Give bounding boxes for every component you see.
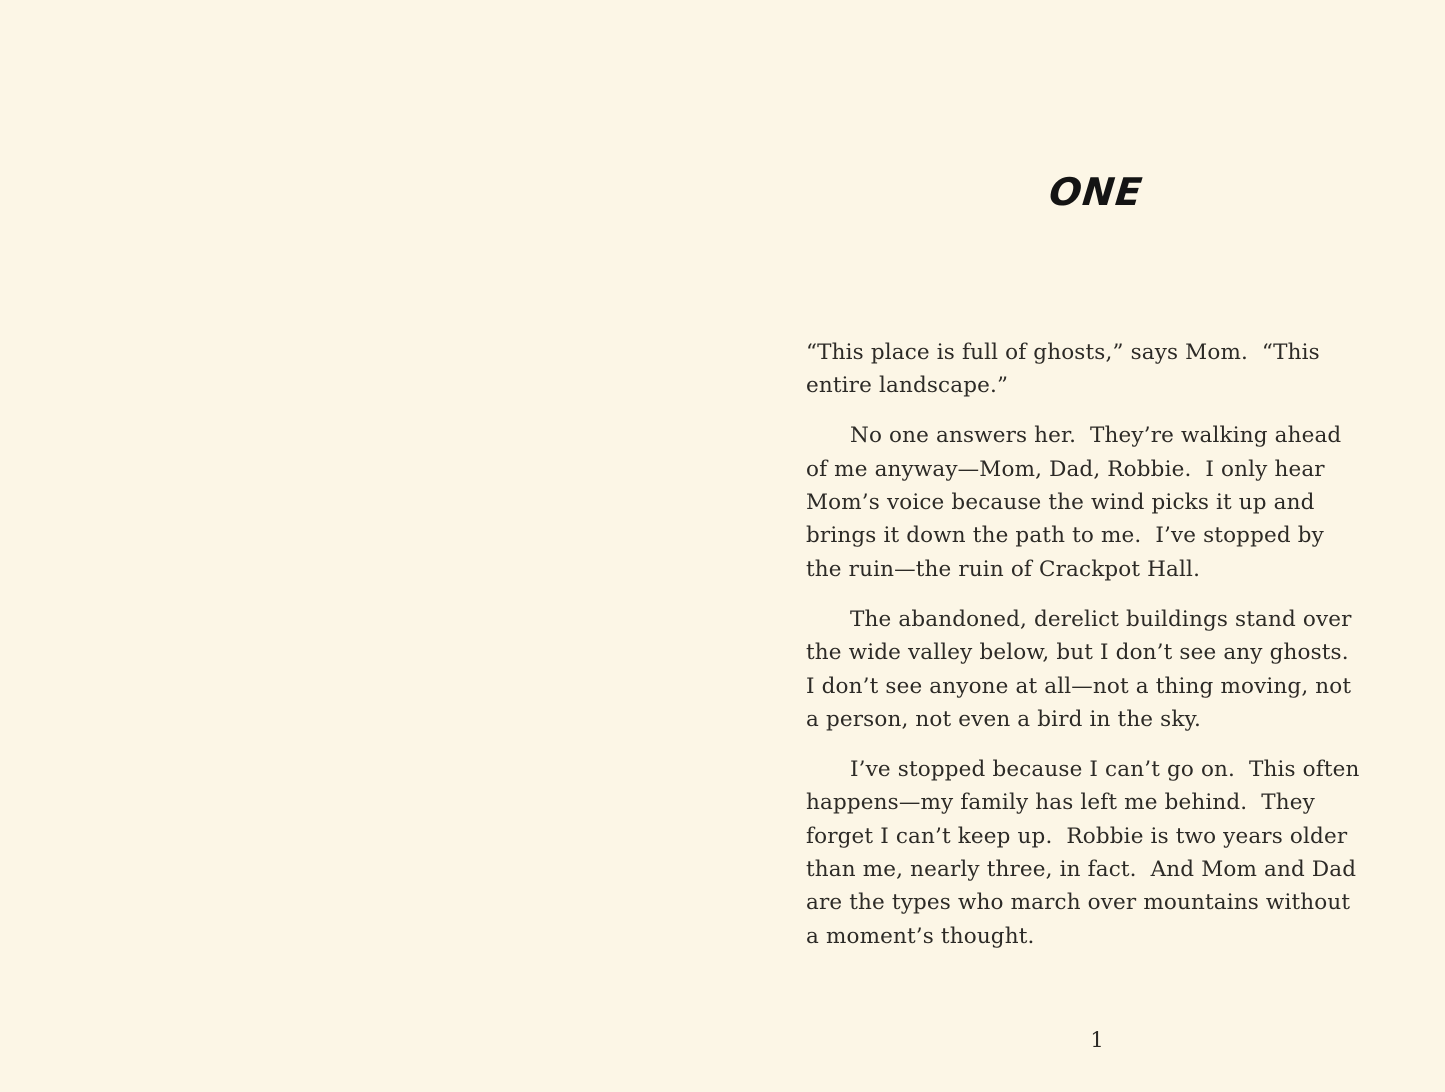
text-line: I don’t see anyone at all—not a thing moving, not [806,673,1352,699]
paragraph-2 [806,419,1406,586]
text-line: happens—my family has left me behind. They [806,790,1315,816]
text-line: than me, nearly three, in fact. And Mom and Dad [806,856,1357,882]
chapter-title: ONE [1047,170,1145,214]
text-line: entire landscape.” [806,373,1009,399]
paragraph-4 [806,753,1406,953]
text-line: a person, not even a bird in the sky. [806,706,1201,732]
page-number: 1 [1090,1028,1104,1052]
text-line: Mom’s voice because the wind picks it up and [806,490,1315,516]
text-line: are the types who march over mountains without [806,890,1351,916]
paragraph-3 [806,603,1406,737]
left-page-blank [0,0,722,1092]
text-line: forget I can’t keep up. Robbie is two years older [806,823,1348,849]
text-line: a moment’s thought. [806,923,1035,949]
text-line: the ruin—the ruin of Crackpot Hall. [806,556,1201,582]
text-line: I’ve stopped because I can’t go on. This often [850,756,1360,782]
paragraph-1 [806,336,1406,403]
text-line: No one answers her. They’re walking ahead [850,423,1342,449]
text-line: “This place is full of ghosts,” says Mom. “This [806,340,1320,365]
text-line: The abandoned, derelict buildings stand over [850,606,1352,632]
text-line: the wide valley below, but I don’t see any ghosts. [806,640,1349,666]
chapter-body [806,336,1406,970]
text-line: of me anyway—Mom, Dad, Robbie. I only hear [806,456,1325,482]
text-line: brings it down the path to me. I’ve stopped by [806,523,1324,549]
